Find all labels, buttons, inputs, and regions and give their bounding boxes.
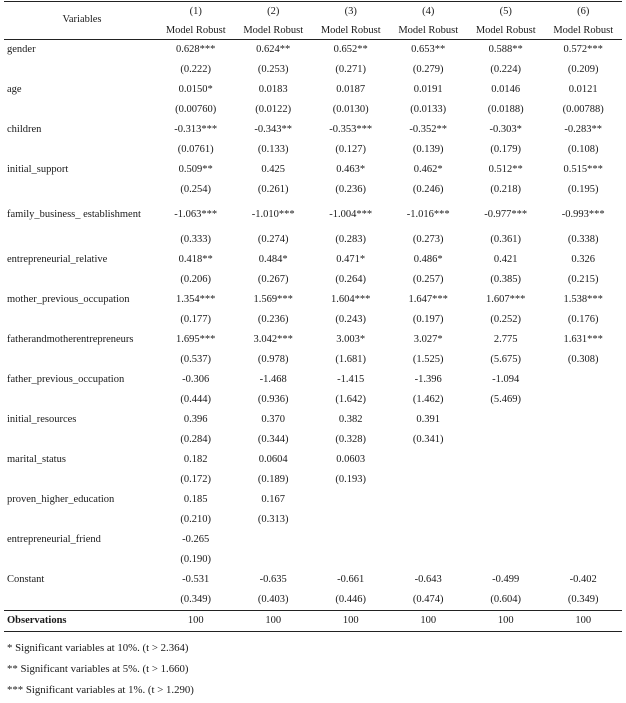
std-error-row (4, 350, 622, 370)
coefficient-cell: -1.010*** (251, 208, 295, 220)
col-model: Model Robust (544, 23, 622, 40)
std-error-cell: (1.462) (412, 393, 444, 405)
col-number: (1) (157, 2, 235, 24)
std-error-cell: (0.133) (257, 143, 289, 155)
std-error-row (4, 60, 622, 80)
coefficient-cell: 1.354*** (176, 293, 216, 305)
coefficient-cell: -1.004*** (329, 208, 373, 220)
observations-cell: 100 (234, 611, 312, 632)
coefficient-cell: 0.396 (183, 413, 208, 425)
std-error-row (4, 510, 622, 530)
coefficient-cell (544, 490, 622, 510)
coefficient-cell: -0.635 (259, 573, 287, 585)
std-error-cell: (0.978) (257, 353, 289, 365)
std-error-cell: (0.271) (335, 63, 367, 75)
std-error-cell: (0.446) (335, 593, 367, 605)
observations-cell: 100 (544, 611, 622, 632)
spacer-cell (4, 350, 157, 370)
std-error-cell (312, 550, 390, 570)
coefficient-cell: 1.647*** (408, 293, 448, 305)
coefficient-cell: 0.463* (336, 163, 366, 175)
coefficient-cell: 0.0183 (258, 83, 288, 95)
coefficient-cell: 1.569*** (253, 293, 293, 305)
observations-label: Observations (4, 611, 157, 632)
coefficient-cell: 0.628*** (176, 43, 216, 55)
table-row (4, 450, 622, 470)
variables-header: Variables (4, 2, 157, 40)
coefficient-cell (467, 410, 545, 430)
coefficient-cell (234, 530, 312, 550)
std-error-row (4, 590, 622, 611)
std-error-cell: (0.328) (335, 433, 367, 445)
std-error-cell: (0.313) (257, 513, 289, 525)
table-body (4, 40, 622, 632)
variable-name: age (7, 83, 22, 95)
std-error-cell (544, 390, 622, 410)
coefficient-cell: -0.977*** (484, 208, 528, 220)
coefficient-cell: -1.094 (492, 373, 520, 385)
coefficient-cell: -0.353*** (329, 123, 373, 135)
observations-row (4, 611, 622, 632)
table-row (4, 330, 622, 350)
std-error-cell: (0.284) (180, 433, 212, 445)
std-error-cell: (0.00788) (562, 103, 604, 115)
spacer-cell (4, 230, 157, 250)
coefficient-cell (467, 530, 545, 550)
std-error-cell (544, 430, 622, 450)
std-error-cell: (0.283) (335, 233, 367, 245)
coefficient-cell (544, 370, 622, 390)
coefficient-cell: 2.775 (493, 333, 518, 345)
std-error-cell: (0.274) (257, 233, 289, 245)
std-error-cell: (0.197) (412, 313, 444, 325)
table-row (4, 570, 622, 590)
std-error-cell: (0.264) (335, 273, 367, 285)
coefficient-cell: 0.391 (416, 413, 441, 425)
std-error-cell: (0.474) (412, 593, 444, 605)
std-error-cell: (0.279) (412, 63, 444, 75)
std-error-cell: (0.00760) (175, 103, 217, 115)
table-row (4, 250, 622, 270)
col-model: Model Robust (157, 23, 235, 40)
std-error-cell: (1.642) (335, 393, 367, 405)
std-error-cell: (0.190) (180, 553, 212, 565)
std-error-row (4, 430, 622, 450)
coefficient-cell: 0.370 (261, 413, 286, 425)
coefficient-cell: 3.042*** (253, 333, 293, 345)
std-error-cell: (0.361) (490, 233, 522, 245)
coefficient-cell: 0.0187 (336, 83, 366, 95)
coefficient-cell: 0.182 (183, 453, 208, 465)
coefficient-cell: -0.499 (492, 573, 520, 585)
spacer-cell (4, 590, 157, 611)
observations-cell: 100 (312, 611, 390, 632)
coefficient-cell: 0.512** (488, 163, 523, 175)
std-error-cell (544, 550, 622, 570)
std-error-cell: (0.108) (567, 143, 599, 155)
std-error-cell: (0.179) (490, 143, 522, 155)
coefficient-cell: 0.167 (261, 493, 286, 505)
variable-name: initial_support (7, 163, 69, 175)
note-1pct: *** Significant variables at 1%. (t > 1.290) (7, 684, 194, 696)
spacer-cell (4, 310, 157, 330)
col-number: (3) (312, 2, 390, 24)
coefficient-cell: 0.462* (413, 163, 443, 175)
coefficient-cell: 0.382 (338, 413, 363, 425)
std-error-cell: (0.0188) (487, 103, 524, 115)
variable-name: Constant (7, 573, 45, 585)
std-error-cell: (1.525) (412, 353, 444, 365)
std-error-cell (544, 470, 622, 490)
variable-name: marital_status (7, 453, 66, 465)
std-error-cell: (0.0761) (177, 143, 214, 155)
std-error-cell: (0.385) (490, 273, 522, 285)
coefficient-cell: -0.993*** (561, 208, 605, 220)
coefficient-cell (389, 530, 467, 550)
coefficient-cell: 0.652** (333, 43, 368, 55)
col-number: (6) (544, 2, 622, 24)
std-error-cell: (0.195) (567, 183, 599, 195)
std-error-cell: (0.537) (180, 353, 212, 365)
coefficient-cell: -1.063*** (174, 208, 218, 220)
spacer-cell (4, 140, 157, 160)
spacer-cell (4, 270, 157, 290)
coefficient-cell: -0.402 (569, 573, 597, 585)
coefficient-cell (389, 450, 467, 470)
table-row (4, 410, 622, 430)
coefficient-cell: 0.588** (488, 43, 523, 55)
std-error-cell: (0.936) (257, 393, 289, 405)
coefficient-cell: -1.468 (259, 373, 287, 385)
std-error-cell (467, 510, 545, 530)
std-error-cell: (0.177) (180, 313, 212, 325)
table-row (4, 120, 622, 140)
std-error-cell: (0.139) (412, 143, 444, 155)
coefficient-cell: 1.604*** (331, 293, 371, 305)
std-error-cell: (0.222) (180, 63, 212, 75)
std-error-cell: (0.127) (335, 143, 367, 155)
std-error-cell: (0.236) (335, 183, 367, 195)
std-error-cell: (0.210) (180, 513, 212, 525)
table-row (4, 290, 622, 310)
std-error-cell: (0.209) (567, 63, 599, 75)
coefficient-cell: 0.421 (493, 253, 518, 265)
coefficient-cell: 0.0121 (568, 83, 598, 95)
observations-cell: 100 (157, 611, 235, 632)
std-error-cell: (0.338) (567, 233, 599, 245)
coefficient-cell: -0.643 (414, 573, 442, 585)
variable-name: father_previous_occupation (7, 373, 125, 385)
table-row (4, 370, 622, 390)
std-error-row (4, 310, 622, 330)
std-error-cell (389, 550, 467, 570)
std-error-cell: (0.0122) (255, 103, 292, 115)
coefficient-cell (467, 450, 545, 470)
std-error-cell (467, 470, 545, 490)
coefficient-cell: -0.283** (564, 123, 603, 135)
variable-name: mother_previous_occupation (7, 293, 130, 305)
std-error-cell (467, 550, 545, 570)
std-error-cell: (0.176) (567, 313, 599, 325)
observations-cell: 100 (467, 611, 545, 632)
coefficient-cell: 0.0150* (178, 83, 213, 95)
variable-name: gender (7, 43, 36, 55)
table-row (4, 160, 622, 180)
std-error-cell: (0.604) (490, 593, 522, 605)
std-error-cell: (0.349) (180, 593, 212, 605)
coefficient-cell: 1.607*** (486, 293, 526, 305)
std-error-cell: (0.261) (257, 183, 289, 195)
coefficient-cell: -0.661 (337, 573, 365, 585)
coefficient-cell: 1.631*** (563, 333, 603, 345)
coefficient-cell: 0.471* (336, 253, 366, 265)
coefficient-cell: -1.415 (337, 373, 365, 385)
std-error-row (4, 390, 622, 410)
std-error-cell: (5.469) (490, 393, 522, 405)
coefficient-cell: 0.185 (183, 493, 208, 505)
variable-name: children (7, 123, 42, 135)
coefficient-cell: 1.695*** (176, 333, 216, 345)
std-error-cell: (0.349) (567, 593, 599, 605)
observations-cell: 100 (389, 611, 467, 632)
std-error-cell: (0.206) (180, 273, 212, 285)
std-error-cell: (0.218) (490, 183, 522, 195)
col-model: Model Robust (312, 23, 390, 40)
coefficient-cell: -0.303* (489, 123, 522, 135)
std-error-row (4, 270, 622, 290)
spacer-cell (4, 430, 157, 450)
coefficient-cell (467, 490, 545, 510)
spacer-cell (4, 470, 157, 490)
variable-name: initial_resources (7, 413, 77, 425)
spacer-cell (4, 550, 157, 570)
std-error-cell: (0.252) (490, 313, 522, 325)
std-error-cell (467, 430, 545, 450)
coefficient-cell: -0.531 (182, 573, 210, 585)
coefficient-cell: 0.425 (261, 163, 286, 175)
std-error-cell (234, 550, 312, 570)
coefficient-cell: 3.027* (413, 333, 443, 345)
std-error-cell: (0.341) (412, 433, 444, 445)
coefficient-cell: 0.486* (413, 253, 443, 265)
variable-name: family_business_ establishment (7, 208, 141, 220)
coefficient-cell: 0.484* (258, 253, 288, 265)
spacer-cell (4, 100, 157, 120)
variable-name: fatherandmotherentrepreneurs (7, 333, 134, 345)
coefficient-cell: 0.0603 (336, 453, 366, 465)
regression-table (4, 1, 622, 632)
col-number: (2) (234, 2, 312, 24)
std-error-cell (389, 470, 467, 490)
coefficient-cell: 0.515*** (563, 163, 603, 175)
coefficient-cell: 0.418** (178, 253, 213, 265)
std-error-cell (544, 510, 622, 530)
std-error-row (4, 140, 622, 160)
std-error-cell (312, 510, 390, 530)
std-error-row (4, 550, 622, 570)
col-model: Model Robust (389, 23, 467, 40)
coefficient-cell: -0.265 (182, 533, 210, 545)
table-notes (7, 638, 194, 701)
std-error-cell: (0.246) (412, 183, 444, 195)
std-error-cell: (0.193) (335, 473, 367, 485)
spacer-cell (4, 180, 157, 200)
coefficient-cell: -0.313*** (174, 123, 218, 135)
col-model: Model Robust (234, 23, 312, 40)
coefficient-cell (312, 490, 390, 510)
std-error-row (4, 230, 622, 250)
variable-name: entrepreneurial_friend (7, 533, 101, 545)
std-error-cell: (0.333) (180, 233, 212, 245)
coefficient-cell (312, 530, 390, 550)
table-row (4, 200, 622, 230)
coefficient-cell (544, 410, 622, 430)
std-error-cell: (0.224) (490, 63, 522, 75)
coefficient-cell: 0.509** (178, 163, 213, 175)
coefficient-cell: 1.538*** (563, 293, 603, 305)
coefficient-cell: -0.343** (254, 123, 293, 135)
table-row (4, 40, 622, 61)
table-row (4, 490, 622, 510)
col-number: (4) (389, 2, 467, 24)
col-model: Model Robust (467, 23, 545, 40)
std-error-cell: (0.0130) (332, 103, 369, 115)
std-error-cell: (0.243) (335, 313, 367, 325)
note-10pct: * Significant variables at 10%. (t > 2.364) (7, 642, 189, 654)
std-error-cell: (0.344) (257, 433, 289, 445)
std-error-cell: (0.267) (257, 273, 289, 285)
spacer-cell (4, 510, 157, 530)
coefficient-cell (389, 490, 467, 510)
coefficient-cell: 0.0604 (258, 453, 288, 465)
std-error-cell: (0.403) (257, 593, 289, 605)
coefficient-cell: 3.003* (336, 333, 366, 345)
std-error-cell (389, 510, 467, 530)
std-error-cell: (0.215) (567, 273, 599, 285)
coefficient-cell: -0.352** (409, 123, 448, 135)
std-error-cell: (5.675) (490, 353, 522, 365)
table-row (4, 80, 622, 100)
std-error-cell: (0.236) (257, 313, 289, 325)
std-error-cell: (0.444) (180, 393, 212, 405)
std-error-cell: (0.254) (180, 183, 212, 195)
coefficient-cell (544, 530, 622, 550)
table-header (4, 2, 622, 40)
coefficient-cell: -1.016*** (406, 208, 450, 220)
std-error-cell: (0.172) (180, 473, 212, 485)
col-number: (5) (467, 2, 545, 24)
std-error-row (4, 470, 622, 490)
note-5pct: ** Significant variables at 5%. (t > 1.660) (7, 663, 189, 675)
std-error-row (4, 180, 622, 200)
coefficient-cell: 0.0191 (413, 83, 443, 95)
coefficient-cell (544, 450, 622, 470)
std-error-cell: (1.681) (335, 353, 367, 365)
std-error-cell: (0.308) (567, 353, 599, 365)
std-error-cell: (0.189) (257, 473, 289, 485)
coefficient-cell: 0.572*** (563, 43, 603, 55)
std-error-cell: (0.273) (412, 233, 444, 245)
std-error-row (4, 100, 622, 120)
spacer-cell (4, 390, 157, 410)
std-error-cell: (0.0133) (410, 103, 447, 115)
std-error-cell: (0.253) (257, 63, 289, 75)
coefficient-cell: 0.326 (571, 253, 596, 265)
coefficient-cell: 0.653** (411, 43, 446, 55)
coefficient-cell: 0.0146 (491, 83, 521, 95)
variable-name: entrepreneurial_relative (7, 253, 108, 265)
coefficient-cell: -1.396 (414, 373, 442, 385)
spacer-cell (4, 60, 157, 80)
coefficient-cell: -0.306 (182, 373, 210, 385)
std-error-cell: (0.257) (412, 273, 444, 285)
coefficient-cell: 0.624** (256, 43, 291, 55)
variable-name: proven_higher_education (7, 493, 115, 505)
table-row (4, 530, 622, 550)
